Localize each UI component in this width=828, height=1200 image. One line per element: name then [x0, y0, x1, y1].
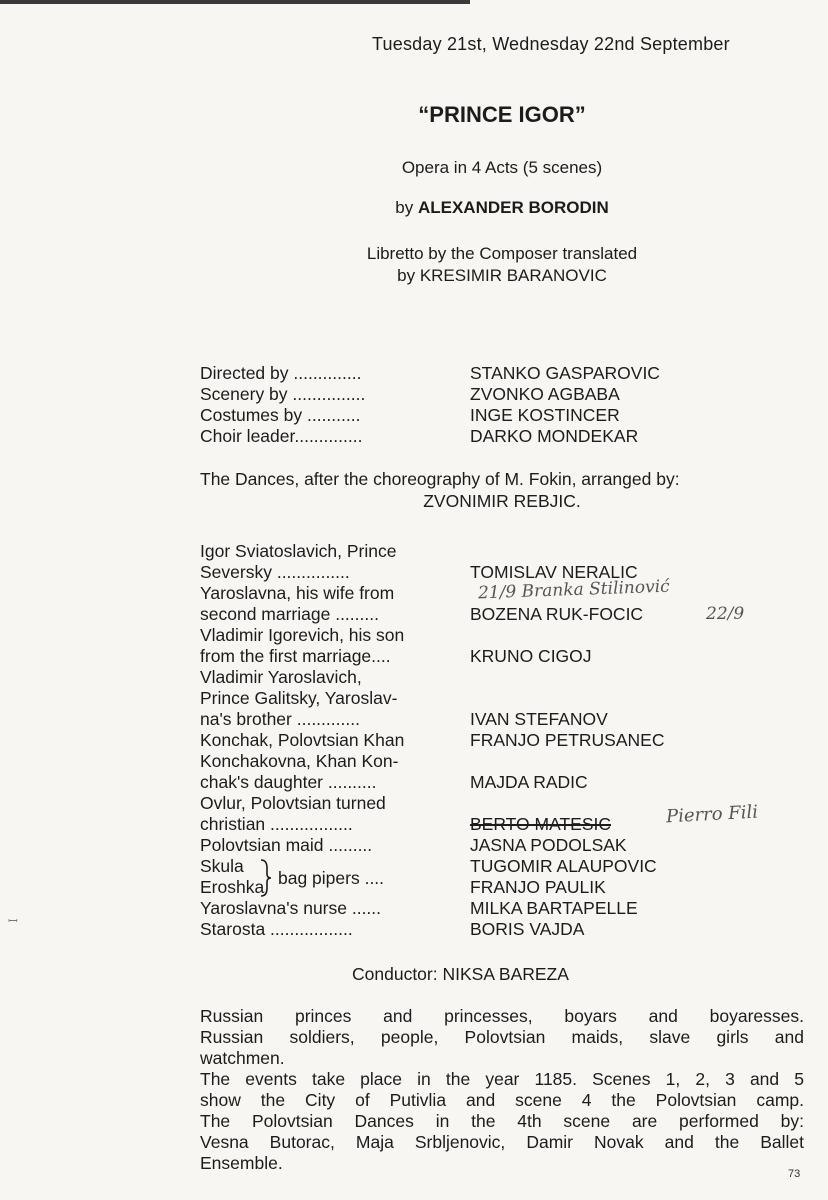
paragraph-line: watchmen.	[200, 1048, 285, 1068]
cast-role: Starosta .................	[200, 919, 353, 939]
paragraph-line: The Polovtsian Dances in the 4th scene are performed by:	[200, 1111, 804, 1131]
brace-icon	[258, 858, 274, 898]
paragraph-line: show the City of Putivlia and scene 4 the Polovtsian camp.	[200, 1090, 804, 1110]
composer-name: ALEXANDER BORODIN	[417, 198, 609, 217]
cast-singer: FRANJO PAULIK	[470, 877, 606, 897]
cast-singer: BOZENA RUK-FOCIC	[470, 604, 644, 624]
conductor-line	[352, 964, 569, 985]
cast-row	[200, 814, 611, 835]
cast-singer: BORIS VAJDA	[470, 919, 585, 939]
dances-line-1: The Dances, after the choreography of M. Fokin, arranged by:	[200, 469, 680, 489]
page-number: 73	[788, 1168, 801, 1180]
handwritten-date: 22/9	[706, 604, 745, 624]
conductor-name: NIKSA BAREZA	[442, 964, 569, 984]
byline-prefix: by	[395, 198, 414, 217]
cast-line: Prince Galitsky, Yaroslav-	[200, 688, 398, 708]
cast-line: Ovlur, Polovtsian turned	[200, 793, 386, 813]
composer-line	[200, 198, 804, 218]
credit-label: Costumes by ...........	[200, 405, 361, 425]
credit-label: Directed by ..............	[200, 363, 362, 383]
credit-value: STANKO GASPAROVIC	[470, 363, 660, 383]
opera-subtitle: Opera in 4 Acts (5 scenes)	[401, 158, 603, 177]
cast-line: Vladimir Yaroslavich,	[200, 667, 362, 687]
cast-singer-struck: BERTO MATESIC	[470, 814, 611, 834]
handwritten-note: 21/9 Branka Stilinović	[477, 576, 670, 604]
credit-row	[200, 384, 620, 405]
cast-role: Seversky ...............	[200, 562, 350, 582]
cast-row	[200, 562, 638, 583]
handwritten-replacement: Pierro Fili	[665, 801, 759, 828]
cast-singer: FRANJO PETRUSANEC	[470, 730, 665, 750]
cast-role: Eroshka	[200, 877, 265, 897]
cast-role: na's brother .............	[200, 709, 360, 729]
cast-row	[200, 919, 585, 940]
cast-role: christian .................	[200, 814, 353, 834]
cast-role: Skula	[200, 856, 244, 876]
paragraph-line: Ensemble.	[200, 1153, 283, 1173]
paragraph-line: The events take place in the year 1185. Scenes 1, 2, 3 and 5	[200, 1069, 804, 1089]
dances-line-2: ZVONIMIR REBJIC.	[423, 491, 581, 511]
credit-row	[200, 426, 639, 447]
cast-row	[200, 898, 638, 919]
libretto-line-2: by KRESIMIR BARANOVIC	[397, 266, 607, 285]
libretto-line-1: Libretto by the Composer translated	[366, 244, 638, 263]
credit-row	[200, 405, 620, 426]
cast-row	[200, 835, 627, 856]
cast-singer: MAJDA RADIC	[470, 772, 588, 792]
cast-row	[200, 730, 665, 751]
opera-title: “PRINCE IGOR”	[418, 102, 586, 127]
credit-label: Scenery by ...............	[200, 384, 366, 404]
paragraph-line: Vesna Butorac, Maja Srbljenovic, Damir Novak and the Ballet	[200, 1132, 804, 1152]
bagpipers-label: bag pipers ....	[278, 868, 385, 888]
cast-singer: TUGOMIR ALAUPOVIC	[470, 856, 657, 876]
cast-row	[200, 856, 657, 877]
cast-singer: TOMISLAV NERALIC	[470, 562, 638, 582]
cast-line: Igor Sviatoslavich, Prince	[200, 541, 397, 561]
cast-role: second marriage .........	[200, 604, 379, 624]
margin-mark: ꟷ	[8, 914, 18, 928]
events-paragraph	[200, 1069, 804, 1174]
dances-credit	[200, 468, 804, 512]
cast-row	[200, 646, 592, 667]
paragraph-line: Russian soldiers, people, Polovtsian maids, slave girls and	[200, 1027, 804, 1047]
credit-label: Choir leader..............	[200, 426, 363, 446]
cast-row	[200, 709, 608, 730]
cast-singer: JASNA PODOLSAK	[470, 835, 627, 855]
credit-row	[200, 363, 660, 384]
credit-value: ZVONKO AGBABA	[470, 384, 620, 404]
cast-line: Vladimir Igorevich, his son	[200, 625, 405, 645]
cast-line: Yaroslavna, his wife from	[200, 583, 395, 603]
chorus-paragraph	[200, 1006, 804, 1069]
performance-dates: Tuesday 21st, Wednesday 22nd September	[372, 34, 730, 54]
paragraph-line: Russian princes and princesses, boyars and boyaresses.	[200, 1006, 804, 1026]
cast-row	[200, 604, 644, 625]
cast-role: Yaroslavna's nurse ......	[200, 898, 382, 918]
conductor-label: Conductor:	[352, 964, 438, 984]
cast-line: Konchakovna, Khan Kon-	[200, 751, 399, 771]
cast-singer: MILKA BARTAPELLE	[470, 898, 638, 918]
scan-edge	[0, 0, 470, 4]
cast-role: chak's daughter ..........	[200, 772, 377, 792]
cast-role: from the first marriage....	[200, 646, 391, 666]
cast-row	[200, 772, 588, 793]
cast-role: Konchak, Polovtsian Khan	[200, 730, 405, 750]
cast-singer: KRUNO CIGOJ	[470, 646, 592, 666]
credit-value: INGE KOSTINCER	[470, 405, 620, 425]
credit-value: DARKO MONDEKAR	[470, 426, 639, 446]
cast-role: Polovtsian maid .........	[200, 835, 373, 855]
cast-singer: IVAN STEFANOV	[470, 709, 608, 729]
